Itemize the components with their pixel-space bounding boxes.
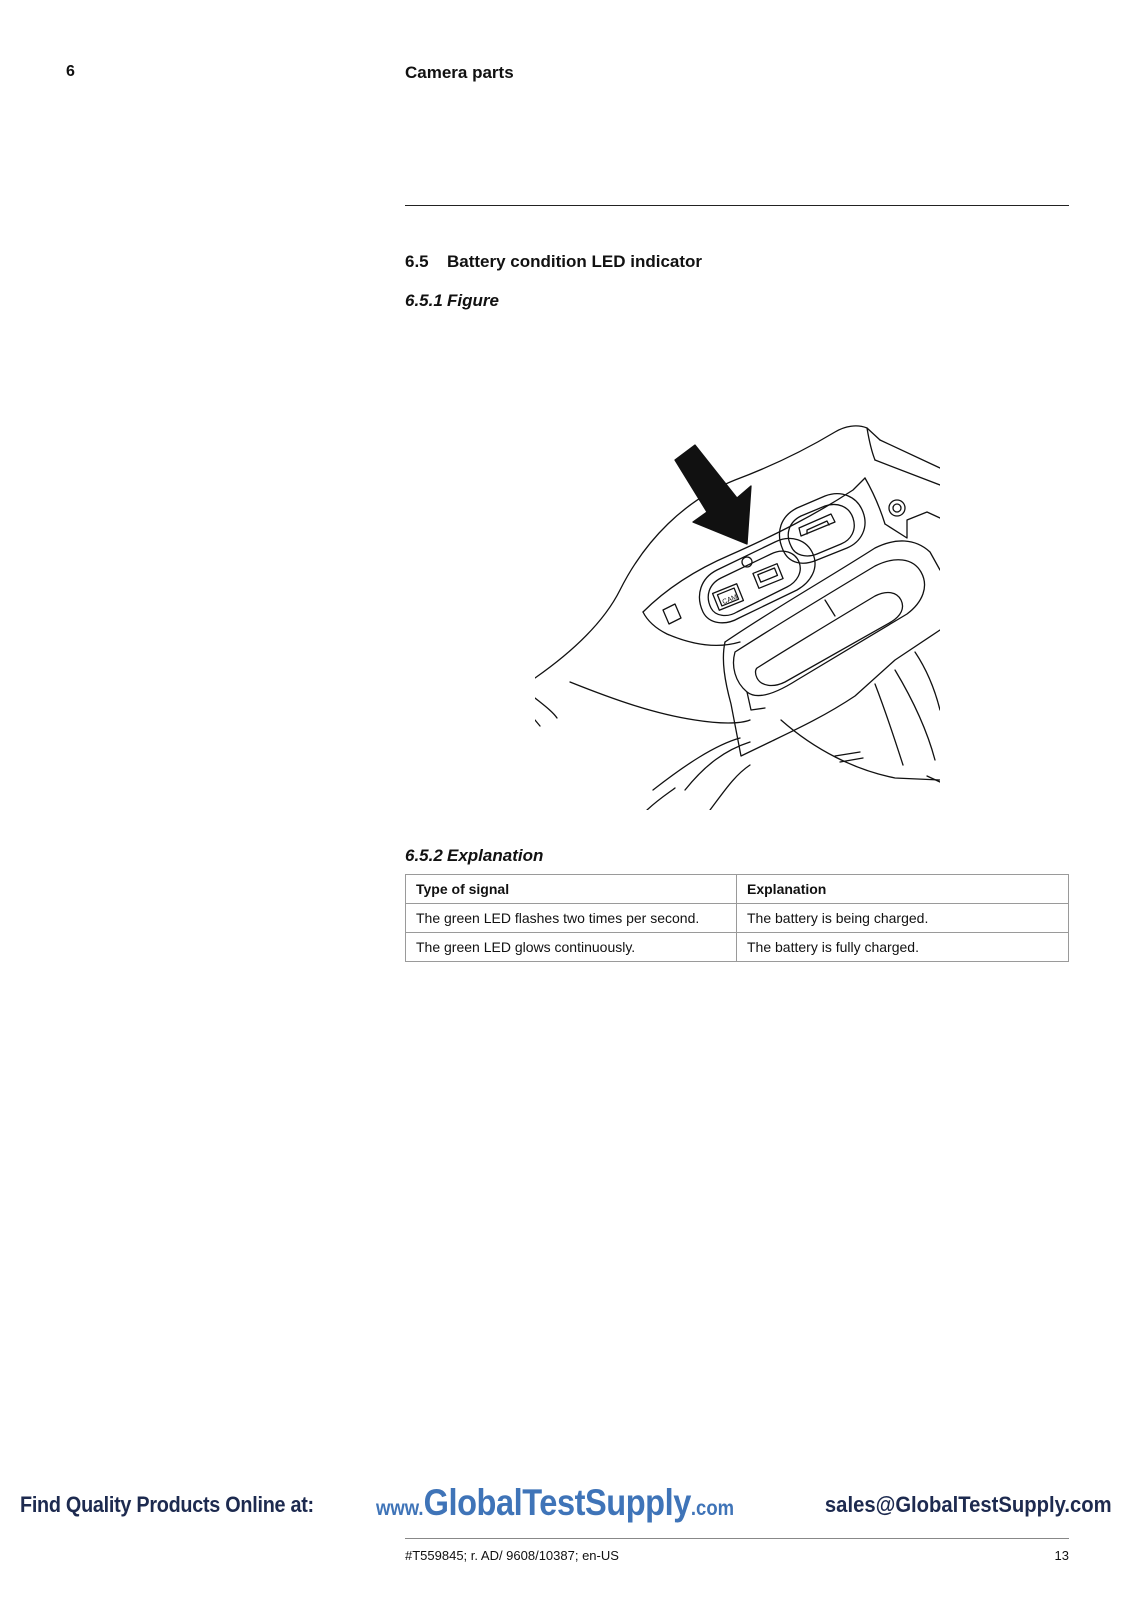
- page-number: 13: [1054, 1548, 1069, 1563]
- table-cell: The battery is fully charged.: [737, 933, 1069, 962]
- subsection-number: 6.5.2: [405, 846, 443, 865]
- banner-email-link[interactable]: sales@GlobalTestSupply.com: [825, 1492, 1112, 1517]
- section-heading: [405, 252, 702, 272]
- table-row: [406, 933, 1069, 962]
- signal-explanation-table: [405, 874, 1069, 962]
- url-prefix: www.: [376, 1497, 424, 1520]
- camera-battery-led-illustration: [535, 420, 940, 810]
- subsection-number: 6.5.1: [405, 291, 443, 310]
- footer-divider: [405, 1538, 1069, 1539]
- subsection-title: Explanation: [447, 846, 544, 865]
- column-header-signal: Type of signal: [406, 875, 737, 904]
- section-number: 6.5: [405, 252, 429, 271]
- url-main: GlobalTestSupply: [423, 1482, 691, 1523]
- promo-banner: [20, 1482, 1112, 1526]
- document-id: #T559845; r. AD/ 9608/10387; en-US: [405, 1548, 619, 1563]
- chapter-number: 6: [66, 63, 75, 80]
- column-header-explanation: Explanation: [737, 875, 1069, 904]
- subsection-heading-explanation: [405, 846, 543, 866]
- chapter-title: Camera parts: [405, 63, 514, 82]
- subsection-heading-figure: [405, 291, 499, 311]
- table-header-row: [406, 875, 1069, 904]
- table-cell: The green LED glows continuously.: [406, 933, 737, 962]
- subsection-title: Figure: [447, 291, 499, 310]
- banner-tagline: Find Quality Products Online at:: [20, 1492, 314, 1517]
- banner-url-link[interactable]: [376, 1482, 734, 1524]
- table-cell: The battery is being charged.: [737, 904, 1069, 933]
- table-row: [406, 904, 1069, 933]
- section-title: Battery condition LED indicator: [447, 252, 703, 271]
- header-divider: [405, 205, 1069, 206]
- port-label: CAM: [721, 593, 739, 607]
- table-cell: The green LED flashes two times per second.: [406, 904, 737, 933]
- url-suffix: .com: [690, 1497, 735, 1520]
